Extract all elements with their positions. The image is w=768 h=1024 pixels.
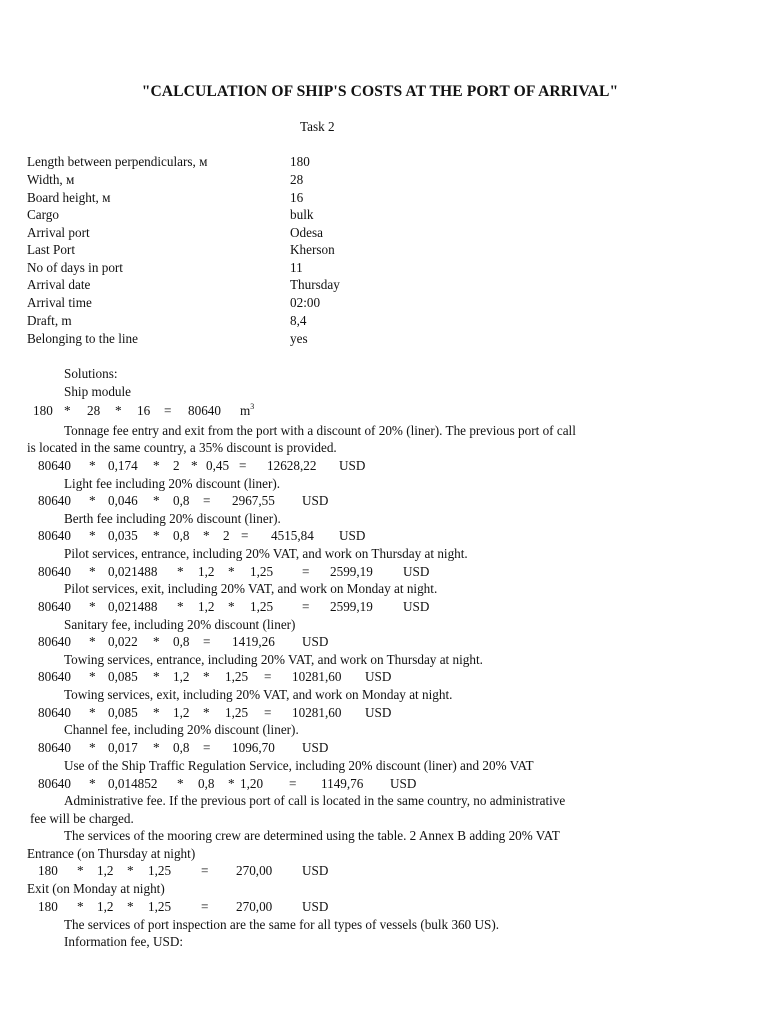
formula-term: 1,2 <box>97 863 114 878</box>
formula-currency: USD <box>302 634 329 649</box>
formula-operator: * <box>228 564 235 579</box>
formula-result: 10281,60 <box>292 705 342 720</box>
berth-fee-description: Berth fee including 20% discount (liner). <box>64 511 281 526</box>
param-label: Width, м <box>27 172 75 187</box>
formula-operator: * <box>89 599 96 614</box>
admin-fee-description-cont: fee will be charged. <box>30 811 134 826</box>
formula-term: 80640 <box>38 669 71 684</box>
pilot-exit-description: Pilot services, exit, including 20% VAT, and work on Monday at night. <box>64 581 438 596</box>
formula-result: 1419,26 <box>232 634 275 649</box>
formula-result: 2599,19 <box>330 564 373 579</box>
formula-operator: = <box>302 564 310 579</box>
formula-term: 1,2 <box>97 899 114 914</box>
formula-term: 0,017 <box>108 740 138 755</box>
formula-term: 0,174 <box>108 458 138 473</box>
formula-currency: USD <box>302 493 329 508</box>
formula-term: 1,25 <box>250 564 274 579</box>
solutions-heading: Solutions: <box>64 366 118 381</box>
sanitary-fee-description: Sanitary fee, including 20% discount (liner) <box>64 617 296 632</box>
formula-term: 80640 <box>38 634 71 649</box>
param-value: 16 <box>290 190 304 205</box>
formula-term: 1,25 <box>148 863 172 878</box>
formula-term: 80640 <box>38 493 71 508</box>
param-label: No of days in port <box>27 260 123 275</box>
param-label: Length between perpendiculars, м <box>27 154 208 169</box>
formula-term: 1,2 <box>173 705 190 720</box>
formula-currency: USD <box>302 899 329 914</box>
formula-operator: * <box>153 705 160 720</box>
formula-operator: = <box>164 403 172 418</box>
formula-operator: * <box>89 634 96 649</box>
mooring-description: The services of the mooring crew are determined using the table. 2 Annex B adding 20% VAT <box>64 828 560 843</box>
formula-term: 180 <box>38 863 58 878</box>
formula-result: 1149,76 <box>321 776 364 791</box>
ship-module-label: Ship module <box>64 384 132 399</box>
mooring-entrance-label: Entrance (on Thursday at night) <box>27 846 196 861</box>
formula-operator: * <box>89 564 96 579</box>
param-value: Kherson <box>290 242 335 257</box>
formula-operator: = <box>203 493 211 508</box>
param-label: Arrival date <box>27 277 91 292</box>
formula-term: 1,25 <box>225 669 249 684</box>
formula-result: 10281,60 <box>292 669 342 684</box>
formula-term: 0,8 <box>173 528 190 543</box>
formula-operator: * <box>89 776 96 791</box>
formula-term: 0,021488 <box>108 564 158 579</box>
formula-term: 180 <box>38 899 58 914</box>
formula-operator: = <box>289 776 297 791</box>
formula-operator: * <box>153 493 160 508</box>
formula-operator: * <box>89 740 96 755</box>
unit-base: m <box>240 403 251 418</box>
formula-operator: * <box>153 528 160 543</box>
formula-result: 1096,70 <box>232 740 275 755</box>
param-label: Arrival port <box>27 225 90 240</box>
formula-currency: USD <box>339 458 366 473</box>
param-label: Draft, m <box>27 313 72 328</box>
formula-term: 0,8 <box>173 493 190 508</box>
formula-term: 1,20 <box>240 776 264 791</box>
formula-operator: = <box>203 740 211 755</box>
param-label: Cargo <box>27 207 59 222</box>
param-label: Arrival time <box>27 295 92 310</box>
formula-term: 80640 <box>188 403 221 418</box>
formula-result: 270,00 <box>236 899 273 914</box>
formula-operator: = <box>239 458 247 473</box>
formula-currency: USD <box>339 528 366 543</box>
param-label: Last Port <box>27 242 75 257</box>
formula-result: 2599,19 <box>330 599 373 614</box>
formula-operator: * <box>228 776 235 791</box>
formula-operator: * <box>153 669 160 684</box>
formula-currency: USD <box>365 705 392 720</box>
pilot-entrance-description: Pilot services, entrance, including 20% VAT, and work on Thursday at night. <box>64 546 468 561</box>
formula-operator: * <box>127 899 134 914</box>
tonnage-description: Tonnage fee entry and exit from the port with a discount of 20% (liner). The previous port of call <box>64 423 576 438</box>
formula-term: 80640 <box>38 599 71 614</box>
channel-fee-description: Channel fee, including 20% discount (liner). <box>64 722 299 737</box>
formula-term: 180 <box>33 403 53 418</box>
formula-term: 0,45 <box>206 458 230 473</box>
formula-term: 0,085 <box>108 705 138 720</box>
param-value: Odesa <box>290 225 323 240</box>
param-value: 02:00 <box>290 295 321 310</box>
formula-term: 1,25 <box>250 599 274 614</box>
formula-term: 0,8 <box>173 740 190 755</box>
formula-operator: * <box>153 458 160 473</box>
formula-term: 28 <box>87 403 101 418</box>
formula-term: 0,014852 <box>108 776 158 791</box>
formula-operator: = <box>264 669 272 684</box>
formula-term: 80640 <box>38 776 71 791</box>
document-title: "CALCULATION OF SHIP'S COSTS AT THE PORT OF ARRIVAL" <box>141 83 619 100</box>
formula-currency: USD <box>365 669 392 684</box>
admin-fee-description: Administrative fee. If the previous port of call is located in the same country, no administrative <box>64 793 566 808</box>
formula-operator: * <box>203 705 210 720</box>
mooring-exit-label: Exit (on Monday at night) <box>27 881 165 896</box>
unit-exponent: 3 <box>250 402 255 411</box>
formula-term: 80640 <box>38 564 71 579</box>
param-value: yes <box>290 331 308 346</box>
formula-term: 1,2 <box>173 669 190 684</box>
formula-result: 4515,84 <box>271 528 314 543</box>
formula-result: 12628,22 <box>267 458 317 473</box>
formula-term: 80640 <box>38 740 71 755</box>
formula-term: 0,046 <box>108 493 138 508</box>
towing-entrance-description: Towing services, entrance, including 20% VAT, and work on Thursday at night. <box>64 652 483 667</box>
formula-operator: * <box>127 863 134 878</box>
formula-currency: USD <box>403 599 430 614</box>
light-fee-description: Light fee including 20% discount (liner). <box>64 476 281 491</box>
param-value: 8,4 <box>290 313 307 328</box>
formula-term: 16 <box>137 403 151 418</box>
param-value: 180 <box>290 154 310 169</box>
formula-operator: * <box>89 458 96 473</box>
formula-operator: * <box>177 599 184 614</box>
formula-operator: * <box>89 669 96 684</box>
formula-operator: = <box>201 863 209 878</box>
formula-operator: = <box>201 899 209 914</box>
param-value: 28 <box>290 172 304 187</box>
formula-term: 0,035 <box>108 528 138 543</box>
formula-term: 1,2 <box>198 564 215 579</box>
formula-operator: * <box>153 634 160 649</box>
formula-term: 1,2 <box>198 599 215 614</box>
formula-term: 0,8 <box>198 776 215 791</box>
formula-term: 0,085 <box>108 669 138 684</box>
formula-unit <box>240 404 254 417</box>
formula-term: 0,021488 <box>108 599 158 614</box>
formula-operator: * <box>203 528 210 543</box>
inspection-description: The services of port inspection are the same for all types of vessels (bulk 360 US). <box>64 917 500 932</box>
formula-term: 1,25 <box>148 899 172 914</box>
param-value: bulk <box>290 207 314 222</box>
formula-term: 1,25 <box>225 705 249 720</box>
formula-operator: * <box>64 403 71 418</box>
formula-operator: * <box>228 599 235 614</box>
formula-result: 270,00 <box>236 863 273 878</box>
param-label: Belonging to the line <box>27 331 138 346</box>
formula-operator: * <box>115 403 122 418</box>
formula-operator: = <box>264 705 272 720</box>
param-value: 11 <box>290 260 303 275</box>
formula-term: 2 <box>223 528 230 543</box>
param-label: Board height, м <box>27 190 111 205</box>
towing-exit-description: Towing services, exit, including 20% VAT, and work on Monday at night. <box>64 687 453 702</box>
formula-term: 80640 <box>38 458 71 473</box>
formula-currency: USD <box>403 564 430 579</box>
formula-currency: USD <box>390 776 417 791</box>
formula-operator: * <box>77 899 84 914</box>
formula-operator: * <box>203 669 210 684</box>
formula-operator: * <box>89 528 96 543</box>
formula-term: 0,022 <box>108 634 138 649</box>
formula-currency: USD <box>302 740 329 755</box>
formula-operator: * <box>177 776 184 791</box>
formula-operator: * <box>191 458 198 473</box>
formula-term: 2 <box>173 458 180 473</box>
tonnage-description-cont: is located in the same country, a 35% discount is provided. <box>27 440 337 455</box>
formula-operator: = <box>203 634 211 649</box>
information-fee-label: Information fee, USD: <box>64 934 184 949</box>
formula-currency: USD <box>302 863 329 878</box>
formula-operator: = <box>241 528 249 543</box>
formula-term: 0,8 <box>173 634 190 649</box>
formula-operator: = <box>302 599 310 614</box>
param-value: Thursday <box>290 277 340 292</box>
formula-term: 80640 <box>38 528 71 543</box>
formula-term: 80640 <box>38 705 71 720</box>
task-label: Task 2 <box>300 119 335 134</box>
formula-result: 2967,55 <box>232 493 275 508</box>
formula-operator: * <box>77 863 84 878</box>
formula-operator: * <box>89 493 96 508</box>
vts-description: Use of the Ship Traffic Regulation Service, including 20% discount (liner) and 20% VAT <box>64 758 534 773</box>
formula-operator: * <box>177 564 184 579</box>
formula-operator: * <box>89 705 96 720</box>
formula-operator: * <box>153 740 160 755</box>
